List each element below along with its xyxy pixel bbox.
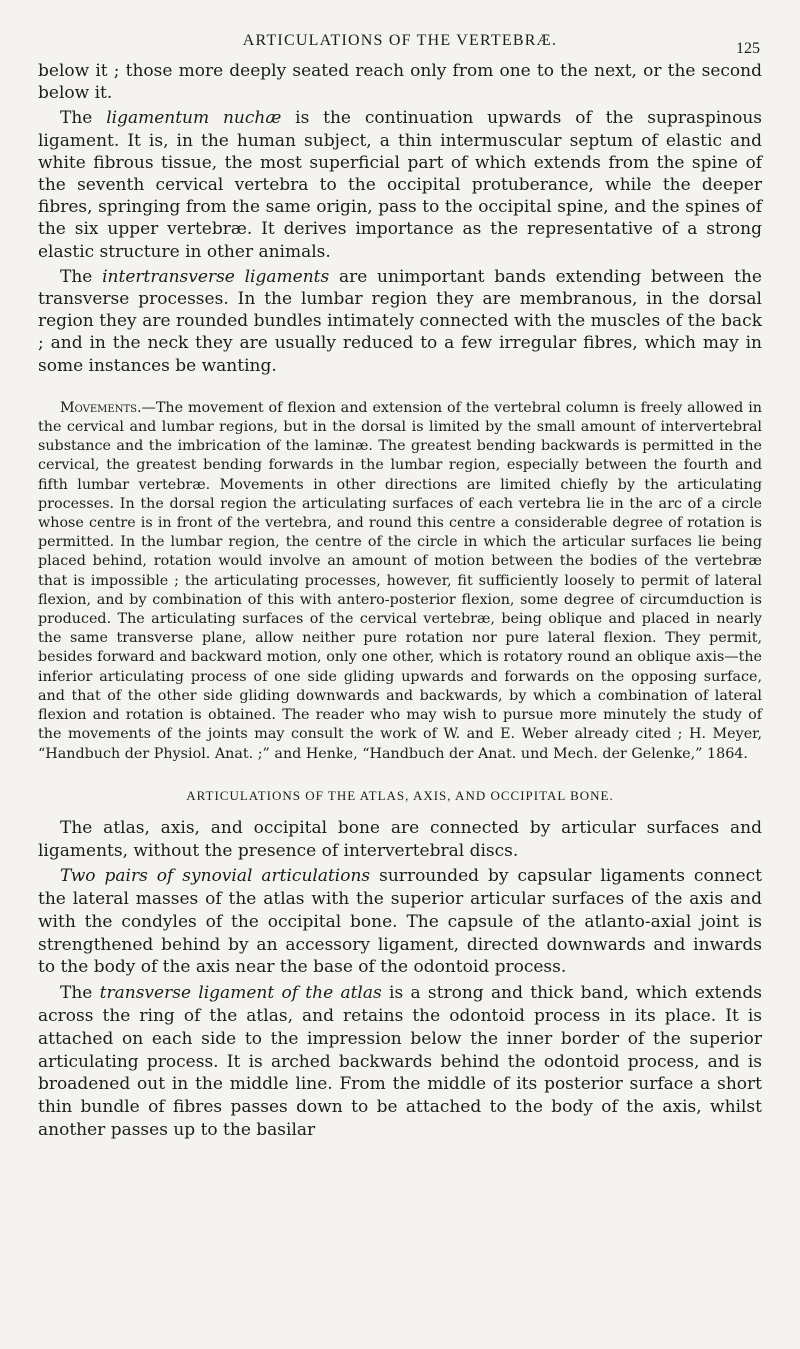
paragraph-body: are unimportant bands extending between the transverse processes. In the lumbar region they are membranous, in the dorsal region they are rounded bundles intimately connected with the muscles of the back ; and in the neck they are usually reduced to a few irregular fibres, which may in some instances be wanting.	[38, 266, 762, 376]
term-intertransverse-ligaments: intertransverse ligaments	[102, 266, 330, 287]
running-header	[38, 28, 762, 60]
lower-text-block	[38, 817, 762, 1142]
paragraph-intertransverse-ligaments	[38, 266, 762, 377]
term-transverse-ligament: transverse ligament of the atlas	[99, 983, 382, 1004]
paragraph-lead: The	[60, 266, 103, 287]
paragraph-body: surrounded by capsular ligaments connect the lateral masses of the atlas with the superior articular surfaces of the axis and with the condyles of the occipital bone. The capsule of the atlanto-axial joint is strengthened behind by an accessory ligament, directed downwards and inwards to the body of the axis near the base of the odontoid process.	[38, 866, 762, 978]
paragraph-synovial-articulations	[38, 865, 762, 979]
paragraph-lead: The	[60, 983, 100, 1004]
paragraph-transverse-ligament	[38, 982, 762, 1142]
paragraph-continuation: below it ; those more deeply seated reach only from one to the next, or the second below it.	[38, 61, 762, 104]
movements-label: Movements.	[60, 399, 142, 416]
paragraph-movements	[38, 399, 762, 764]
movements-text-block	[38, 399, 762, 764]
paragraph-ligamentum-nuchae	[38, 107, 762, 262]
paragraph-body: is a strong and thick band, which extends across the ring of the atlas, and retains the odontoid process in its place. It is attached on each side to the impression below the inner border of the superior articulating process. It is arched backwards behind the odontoid process, and is broadened out in the middle line. From the middle of its posterior surface a short thin bundle of fibres passes down to be attached to the body of the axis, whilst another passes up to the basilar	[38, 983, 762, 1141]
paragraph-body: is the continuation upwards of the supraspinous ligament. It is, in the human subject, a thin intermuscular septum of elastic and white fibrous tissue, the most superficial part of which extends from the spine of the seventh cervical vertebra to the occipital protuberance, while the deeper fibres, springing from the same origin, pass to the occipital spine, and the spines of the six upper vertebræ. It derives importance as the representative of a strong elastic structure in other animals.	[38, 108, 762, 262]
section-heading: ARTICULATIONS OF THE ATLAS, AXIS, AND OCCIPITAL BONE.	[186, 787, 614, 803]
term-ligamentum-nuchae: ligamentum nuchæ	[106, 108, 282, 129]
movements-body: —The movement of flexion and extension of the vertebral column is freely allowed in the cervical and lumbar regions, but in the dorsal is limited by the small amount of intervertebral substance and the imbrication of the laminæ. The greatest bending backwards is permitted in the cervical, the greatest bending forwards in the lumbar region, especially between the fourth and fifth lumbar vertebræ. Movements in other directions are limited chiefly by the articulating processes. In the dorsal region the articulating surfaces of each vertebra lie in the arc of a circle whose centre is in front of the vertebra, and round this centre a considerable degree of rotation is permitted. In the lumbar region, the centre of the circle in which the articular surfaces lie being placed behind, rotation would involve an amount of motion between the bodies of the vertebræ that is impossible ; the articulating processes, however, fit sufficiently loosely to permit of lateral flexion, and by combination of this with antero-posterior flexion, some degree of circumduction is produced. The articulating surfaces of the cervical vertebræ, being oblique and placed in nearly the same transverse plane, allow neither pure rotation nor pure lateral flexion. They permit, besides forward and backward motion, only one other, which is rotatory round an oblique axis—the inferior articulating process of one side gliding upwards and forwards on the opposing surface, and that of the other side gliding downwards and backwards, by which a combination of lateral flexion and rotation is obtained. The reader who may wish to pursue more minutely the study of the movements of the joints may consult the work of W. and E. Weber already cited ; H. Meyer, “Handbuch der Physiol. Anat. ;” and Henke, “Handbuch der Anat. und Mech. der Gelenke,” 1864.	[38, 399, 762, 762]
page-title: ARTICULATIONS OF THE VERTEBRÆ.	[242, 32, 558, 49]
page-number: 125	[736, 40, 760, 57]
paragraph-lead: The	[60, 108, 107, 129]
upper-text-block	[38, 60, 762, 377]
term-synovial-articulations: Two pairs of synovial articulations	[60, 866, 371, 887]
paragraph-atlas-axis-occipital: The atlas, axis, and occipital bone are connected by articular surfaces and ligaments, without the presence of intervertebral discs.	[38, 817, 762, 861]
